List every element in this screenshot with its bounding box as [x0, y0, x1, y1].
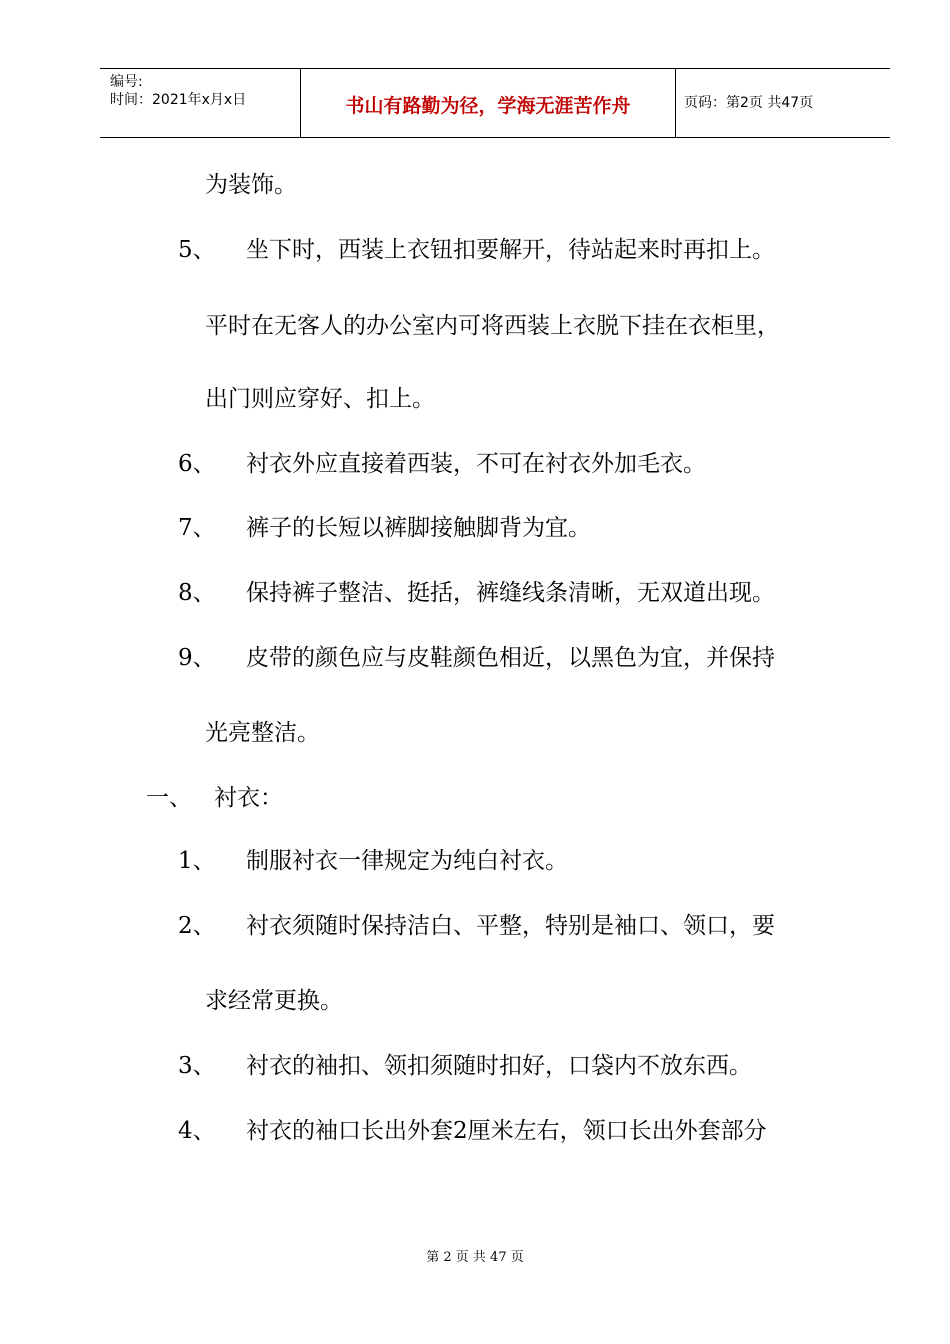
list-item: [178, 1116, 767, 1146]
section-heading: [146, 783, 283, 813]
line-text: 出门则应穿好、扣上。: [205, 386, 435, 412]
item-text: 皮带的颜色应与皮鞋颜色相近，以黑色为宜，并保持: [246, 645, 775, 671]
time-label: 时间：2021年x月x日: [110, 92, 247, 108]
item-text: 制服衬衣一律规定为纯白衬衣。: [246, 848, 568, 874]
header-page-cell: [676, 69, 890, 137]
section-number: 一、: [146, 785, 192, 811]
list-item: [178, 235, 775, 265]
item-number: 7、: [178, 515, 216, 541]
section-title: 衬衣：: [214, 785, 283, 811]
item-text: 裤子的长短以裤脚接触脚背为宜。: [246, 515, 591, 541]
item-text: 衬衣的袖口长出外套2厘米左右，领口长出外套部分: [246, 1118, 767, 1144]
body-line: [205, 384, 435, 414]
body-line: [205, 986, 343, 1016]
item-text: 保持裤子整洁、挺括，裤缝线条清晰，无双道出现。: [246, 580, 775, 606]
page-header: [100, 68, 890, 138]
body-line: [205, 718, 320, 748]
body-line: [205, 311, 780, 341]
header-meta-cell: [100, 69, 301, 137]
list-item: [178, 643, 775, 673]
line-text: 光亮整洁。: [205, 720, 320, 746]
list-item: [178, 513, 591, 543]
item-number: 2、: [178, 913, 216, 939]
item-text: 衬衣外应直接着西装，不可在衬衣外加毛衣。: [246, 451, 706, 477]
item-text: 衬衣须随时保持洁白、平整，特别是袖口、领口，要: [246, 913, 775, 939]
item-number: 9、: [178, 645, 216, 671]
item-number: 5、: [178, 237, 216, 263]
item-text: 坐下时，西装上衣钮扣要解开，待站起来时再扣上。: [246, 237, 775, 263]
item-text: 衬衣的袖扣、领扣须随时扣好，口袋内不放东西。: [246, 1053, 752, 1079]
serial-label: 编号:: [110, 74, 143, 90]
line-text: 求经常更换。: [205, 988, 343, 1014]
list-item: [178, 578, 775, 608]
list-item: [178, 449, 706, 479]
line-text: 为装饰。: [205, 172, 297, 198]
item-number: 3、: [178, 1053, 216, 1079]
page-footer: 第 2 页 共 47 页: [426, 1250, 524, 1265]
header-motto-cell: [301, 69, 676, 137]
line-text: 平时在无客人的办公室内可将西装上衣脱下挂在衣柜里，: [205, 313, 780, 339]
item-number: 1、: [178, 848, 216, 874]
header-page-number: 页码：第2页 共47页: [684, 95, 814, 111]
motto-text: 书山有路勤为径，学海无涯苦作舟: [345, 95, 631, 117]
item-number: 4、: [178, 1118, 216, 1144]
item-number: 6、: [178, 451, 216, 477]
list-item: [178, 846, 568, 876]
list-item: [178, 911, 775, 941]
list-item: [178, 1051, 752, 1081]
item-number: 8、: [178, 580, 216, 606]
body-line: [205, 170, 297, 200]
